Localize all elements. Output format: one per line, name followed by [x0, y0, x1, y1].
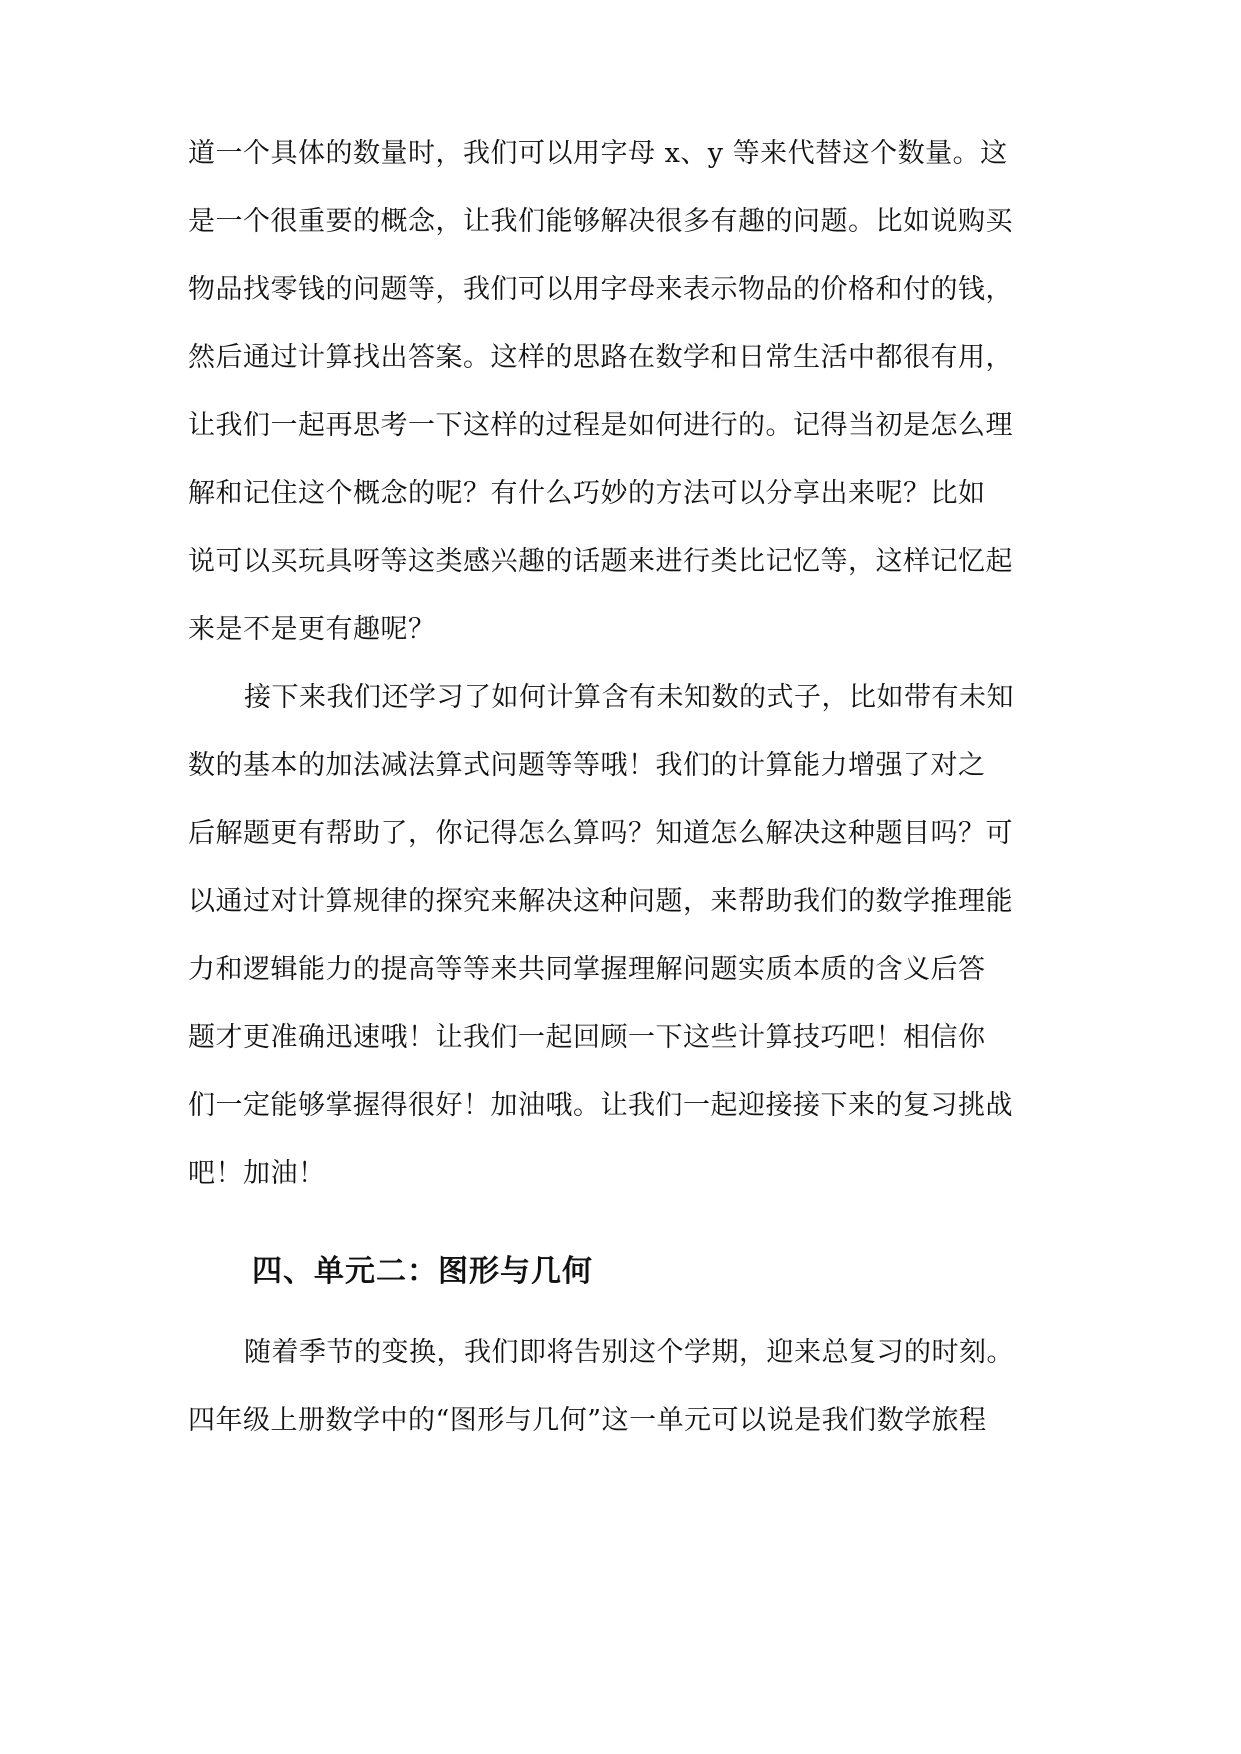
text-line: 吧！加油！ [188, 1158, 326, 1189]
text-line: 们一定能够掌握得很好！加油哦。让我们一起迎接接下来的复习挑战 [188, 1090, 1013, 1121]
text-line: 解和记住这个概念的呢？有什么巧妙的方法可以分享出来呢？比如 [188, 478, 986, 509]
text-line: 随着季节的变换，我们即将告别这个学期，迎来总复习的时刻。 [244, 1337, 1014, 1368]
text-line: 是一个很重要的概念，让我们能够解决很多有趣的问题。比如说购买 [188, 206, 1013, 237]
text-line: 道一个具体的数量时，我们可以用字母 x、y 等来代替这个数量。这 [188, 138, 1008, 169]
text-line: 接下来我们还学习了如何计算含有未知数的式子，比如带有未知 [244, 682, 1014, 713]
text-line: 数的基本的加法减法算式问题等等哦！我们的计算能力增强了对之 [188, 750, 986, 781]
text-line: 四年级上册数学中的“图形与几何”这一单元可以说是我们数学旅程 [188, 1405, 987, 1436]
text-line: 后解题更有帮助了，你记得怎么算吗？知道怎么解决这种题目吗？可 [188, 818, 1013, 849]
text-line: 物品找零钱的问题等，我们可以用字母来表示物品的价格和付的钱， [188, 274, 1013, 305]
section-heading: 四、单元二：图形与几何 [252, 1254, 593, 1289]
text-line: 然后通过计算找出答案。这样的思路在数学和日常生活中都很有用， [188, 342, 1013, 373]
text-line: 力和逻辑能力的提高等等来共同掌握理解问题实质本质的含义后答 [188, 954, 986, 985]
text-line: 让我们一起再思考一下这样的过程是如何进行的。记得当初是怎么理 [188, 410, 1013, 441]
text-line: 以通过对计算规律的探究来解决这种问题，来帮助我们的数学推理能 [188, 886, 1013, 917]
text-line: 来是不是更有趣呢？ [188, 614, 436, 645]
text-line: 说可以买玩具呀等这类感兴趣的话题来进行类比记忆等，这样记忆起 [188, 546, 1013, 577]
text-line: 题才更准确迅速哦！让我们一起回顾一下这些计算技巧吧！相信你 [188, 1022, 986, 1053]
